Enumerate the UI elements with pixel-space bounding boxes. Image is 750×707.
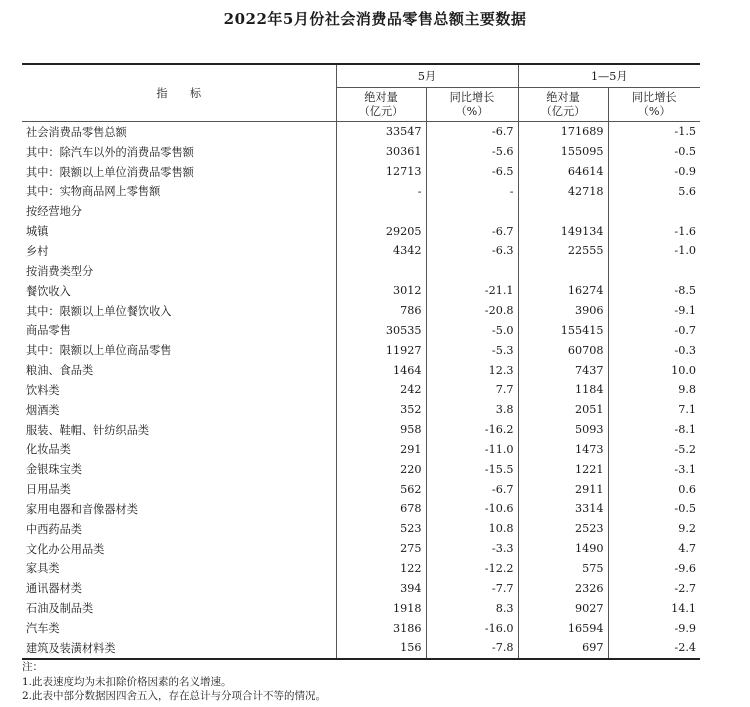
table-row	[22, 162, 700, 182]
cell-month-yoy: -10.6	[426, 499, 518, 519]
cell-cumulative-abs: 2051	[518, 400, 608, 420]
footnote-2: 2.此表中部分数据因四舍五入，存在总计与分项合计不等的情况。	[22, 690, 327, 702]
cell-month-yoy	[426, 261, 518, 281]
cell-cumulative-abs: 2911	[518, 479, 608, 499]
table-row	[22, 221, 700, 241]
page-title: 2022年5月份社会消费品零售总额主要数据	[223, 10, 527, 28]
cell-cumulative-abs: 2326	[518, 578, 608, 598]
cell-cumulative-yoy: 4.7	[678, 542, 696, 556]
table-row	[22, 380, 700, 400]
row-name: 其中：限额以上单位商品零售	[22, 340, 336, 360]
table-row	[22, 598, 700, 618]
cell-month-yoy: -6.3	[426, 241, 518, 261]
cell-cumulative-abs	[518, 261, 608, 281]
table-row	[22, 539, 700, 559]
cell-month-abs: 1464	[336, 360, 426, 380]
table-row	[22, 499, 700, 519]
row-name: 城镇	[22, 221, 336, 241]
cell-cumulative-yoy: 10.0	[671, 363, 696, 377]
cell-cumulative-yoy: -0.7	[674, 323, 696, 337]
row-name: 商品零售	[22, 320, 336, 340]
cell-month-yoy: -5.0	[426, 320, 518, 340]
cell-month-abs: 291	[336, 440, 426, 460]
cell-month-abs: -	[336, 182, 426, 202]
cell-month-yoy: -20.8	[426, 301, 518, 321]
row-name: 饮料类	[22, 380, 336, 400]
cell-month-yoy: 10.8	[426, 519, 518, 539]
cell-month-yoy: 7.7	[426, 380, 518, 400]
cell-month-abs: 33547	[336, 122, 426, 142]
row-name: 化妆品类	[22, 440, 336, 460]
cell-cumulative-yoy: 7.1	[678, 403, 696, 417]
row-name: 餐饮收入	[22, 281, 336, 301]
cell-cumulative-abs: 16274	[518, 281, 608, 301]
table-row	[22, 420, 700, 440]
cell-month-yoy: -16.2	[426, 420, 518, 440]
cell-cumulative-abs: 3314	[518, 499, 608, 519]
row-name: 社会消费品零售总额	[22, 122, 336, 142]
cell-month-yoy: -12.2	[426, 559, 518, 579]
header-yoy-month: 同比增长 （%）	[426, 88, 518, 122]
row-name: 通讯器材类	[22, 578, 336, 598]
cell-cumulative-abs: 1490	[518, 539, 608, 559]
table-row	[22, 182, 700, 202]
row-name: 其中：限额以上单位消费品零售额	[22, 162, 336, 182]
cell-month-yoy: -7.7	[426, 578, 518, 598]
cell-cumulative-abs: 60708	[518, 340, 608, 360]
cell-month-abs: 30361	[336, 142, 426, 162]
cell-cumulative-abs: 155095	[518, 142, 608, 162]
table-row	[22, 261, 700, 281]
cell-cumulative-abs: 22555	[518, 241, 608, 261]
cell-cumulative-yoy: -9.6	[674, 561, 696, 575]
row-name: 按消费类型分	[22, 261, 336, 281]
cell-cumulative-yoy: 14.1	[671, 601, 696, 615]
footnote-1: 1.此表速度均为未扣除价格因素的名义增速。	[22, 675, 232, 688]
cell-month-yoy: -15.5	[426, 459, 518, 479]
header-period-month: 5月	[336, 64, 518, 88]
cell-cumulative-abs: 42718	[518, 182, 608, 202]
cell-cumulative-yoy: -8.5	[674, 284, 696, 298]
cell-month-abs: 1918	[336, 598, 426, 618]
cell-month-yoy: -11.0	[426, 440, 518, 460]
cell-month-yoy: -6.7	[426, 479, 518, 499]
cell-month-abs: 12713	[336, 162, 426, 182]
cell-month-abs: 678	[336, 499, 426, 519]
table-row	[22, 440, 700, 460]
table-row	[22, 459, 700, 479]
row-name: 其中：除汽车以外的消费品零售额	[22, 142, 336, 162]
table-row	[22, 519, 700, 539]
cell-month-abs: 3012	[336, 281, 426, 301]
row-name: 石油及制品类	[22, 598, 336, 618]
cell-month-yoy: -6.7	[426, 221, 518, 241]
cell-month-yoy: -21.1	[426, 281, 518, 301]
row-name: 建筑及装潢材料类	[22, 638, 336, 659]
cell-month-abs: 30535	[336, 320, 426, 340]
cell-month-yoy: -5.6	[426, 142, 518, 162]
cell-month-yoy: 12.3	[426, 360, 518, 380]
cell-month-yoy: -6.5	[426, 162, 518, 182]
row-name: 中西药品类	[22, 519, 336, 539]
cell-cumulative-abs: 155415	[518, 320, 608, 340]
cell-month-abs: 11927	[336, 340, 426, 360]
cell-cumulative-yoy: -5.2	[674, 442, 696, 456]
footnotes	[22, 660, 326, 704]
cell-cumulative-yoy	[608, 201, 700, 221]
table-row	[22, 301, 700, 321]
table-row	[22, 618, 700, 638]
row-name: 粮油、食品类	[22, 360, 336, 380]
cell-cumulative-abs: 2523	[518, 519, 608, 539]
cell-cumulative-yoy: -2.4	[608, 638, 700, 659]
cell-month-abs: 3186	[336, 618, 426, 638]
cell-cumulative-abs: 575	[518, 559, 608, 579]
row-name: 文化办公用品类	[22, 539, 336, 559]
cell-cumulative-abs: 3906	[518, 301, 608, 321]
cell-month-abs: 958	[336, 420, 426, 440]
table-row	[22, 559, 700, 579]
cell-month-abs: 156	[336, 638, 426, 659]
cell-cumulative-yoy: 9.2	[678, 522, 696, 536]
table-row	[22, 360, 700, 380]
cell-month-abs: 562	[336, 479, 426, 499]
row-name: 按经营地分	[22, 201, 336, 221]
row-name: 其中：限额以上单位餐饮收入	[22, 301, 336, 321]
row-name: 汽车类	[22, 618, 336, 638]
cell-month-abs: 275	[336, 539, 426, 559]
cell-month-abs	[336, 201, 426, 221]
cell-cumulative-yoy: -3.1	[674, 462, 696, 476]
cell-month-yoy: -7.8	[426, 638, 518, 659]
cell-cumulative-abs: 149134	[518, 221, 608, 241]
cell-month-yoy	[426, 201, 518, 221]
cell-month-yoy: -3.3	[426, 539, 518, 559]
table-row	[22, 241, 700, 261]
table-row	[22, 340, 700, 360]
cell-cumulative-abs: 5093	[518, 420, 608, 440]
row-name: 烟酒类	[22, 400, 336, 420]
header-row-periods	[22, 64, 700, 88]
table-row	[22, 281, 700, 301]
header-yoy-cumulative: 同比增长 （%）	[608, 88, 700, 122]
row-name: 服装、鞋帽、针纺织品类	[22, 420, 336, 440]
table-body	[22, 122, 700, 659]
header-period-cumulative: 1—5月	[518, 64, 700, 88]
table-row	[22, 479, 700, 499]
cell-month-abs: 242	[336, 380, 426, 400]
row-name: 金银珠宝类	[22, 459, 336, 479]
cell-cumulative-yoy: -0.9	[674, 165, 696, 179]
cell-month-yoy: -6.7	[426, 122, 518, 142]
table-row	[22, 320, 700, 340]
cell-cumulative-abs: 1473	[518, 440, 608, 460]
cell-month-abs: 786	[336, 301, 426, 321]
cell-cumulative-yoy: 0.6	[678, 482, 696, 496]
cell-cumulative-yoy: -9.1	[674, 304, 696, 318]
cell-cumulative-abs: 171689	[518, 122, 608, 142]
data-table	[22, 63, 700, 660]
row-name: 家用电器和音像器材类	[22, 499, 336, 519]
header-indicator: 指 标	[22, 64, 336, 122]
cell-cumulative-yoy: 5.6	[678, 184, 696, 198]
cell-cumulative-yoy: -1.0	[674, 244, 696, 258]
cell-cumulative-abs: 9027	[518, 598, 608, 618]
cell-cumulative-abs: 16594	[518, 618, 608, 638]
cell-cumulative-yoy: -0.3	[674, 343, 696, 357]
table-row	[22, 638, 700, 659]
row-name: 日用品类	[22, 479, 336, 499]
cell-cumulative-abs: 1184	[518, 380, 608, 400]
cell-month-abs: 352	[336, 400, 426, 420]
header-abs-cumulative: 绝对量 （亿元）	[518, 88, 608, 122]
cell-month-abs	[336, 261, 426, 281]
cell-month-yoy: -16.0	[426, 618, 518, 638]
table-row	[22, 122, 700, 142]
cell-cumulative-abs: 697	[518, 638, 608, 659]
cell-cumulative-yoy: -2.7	[674, 581, 696, 595]
cell-month-abs: 29205	[336, 221, 426, 241]
cell-month-abs: 523	[336, 519, 426, 539]
cell-cumulative-yoy: -0.5	[674, 145, 696, 159]
cell-month-abs: 394	[336, 578, 426, 598]
row-name: 乡村	[22, 241, 336, 261]
cell-cumulative-abs: 1221	[518, 459, 608, 479]
cell-month-yoy: -	[426, 182, 518, 202]
cell-cumulative-yoy: -0.5	[674, 502, 696, 516]
cell-cumulative-abs	[518, 201, 608, 221]
row-name: 其中：实物商品网上零售额	[22, 182, 336, 202]
cell-month-abs: 4342	[336, 241, 426, 261]
cell-cumulative-yoy: -1.6	[674, 224, 696, 238]
table-row	[22, 201, 700, 221]
row-name: 家具类	[22, 559, 336, 579]
cell-month-yoy: -5.3	[426, 340, 518, 360]
cell-cumulative-yoy: -8.1	[674, 423, 696, 437]
table-row	[22, 142, 700, 162]
cell-month-yoy: 8.3	[426, 598, 518, 618]
cell-month-yoy: 3.8	[426, 400, 518, 420]
header-abs-month: 绝对量 （亿元）	[336, 88, 426, 122]
cell-cumulative-yoy: -1.5	[674, 125, 696, 139]
cell-cumulative-abs: 64614	[518, 162, 608, 182]
table-row	[22, 578, 700, 598]
footnote-label: 注：	[22, 661, 43, 673]
cell-cumulative-yoy: 9.8	[678, 383, 696, 397]
table-row	[22, 400, 700, 420]
cell-cumulative-yoy	[608, 261, 700, 281]
cell-month-abs: 122	[336, 559, 426, 579]
cell-cumulative-yoy: -9.9	[674, 621, 696, 635]
cell-cumulative-abs: 7437	[518, 360, 608, 380]
cell-month-abs: 220	[336, 459, 426, 479]
